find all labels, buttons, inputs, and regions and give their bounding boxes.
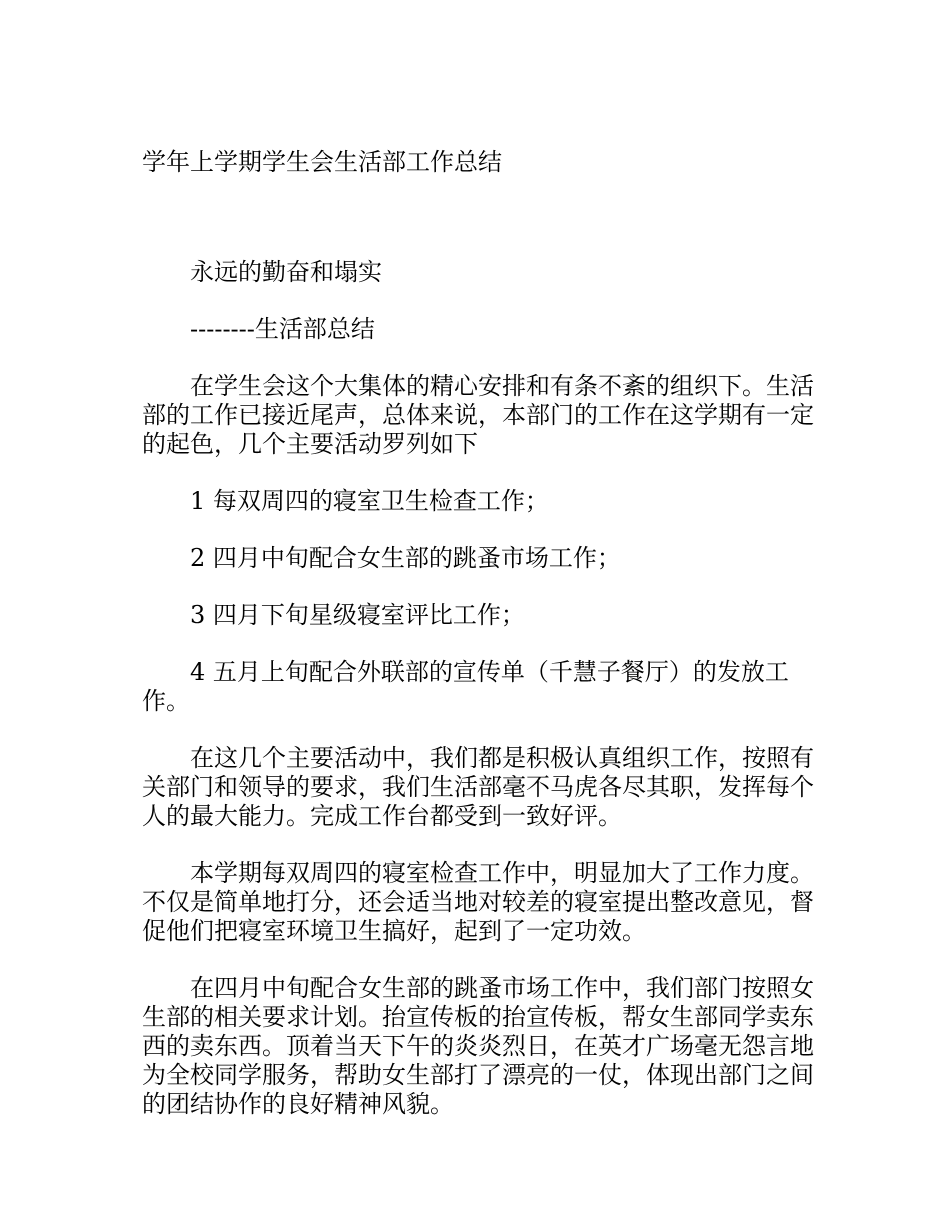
document-body <box>142 258 822 1147</box>
paragraph-subtitle: 永远的勤奋和塌实 <box>190 258 382 286</box>
paragraph-flea-market: 在四月中旬配合女生部的跳蚤市场工作中，我们部门按照女生部的相关要求计划。抬宣传板的抬宣传板，帮女生部同学卖东西的卖东西。顶着当天下午的炎炎烈日，在英才广场毫无怨言地为全校同学服务，帮助女生部打了漂亮的一仗，体现出部门之间的团结协作的良好精神风貌。 <box>142 974 814 1118</box>
list-item-2: 2 四月中旬配合女生部的跳蚤市场工作； <box>190 544 621 572</box>
paragraph-section-label: --------生活部总结 <box>190 315 375 343</box>
document-title: 学年上学期学生会生活部工作总结 <box>142 148 502 176</box>
paragraph-intro: 在学生会这个大集体的精心安排和有条不紊的组织下。生活部的工作已接近尾声，总体来说，本部门的工作在这学期有一定的起色，几个主要活动罗列如下 <box>142 372 814 458</box>
list-item-4: 4 五月上旬配合外联部的宣传单（千慧子餐厅）的发放工作。 <box>142 658 789 715</box>
list-item-3: 3 四月下旬星级寝室评比工作； <box>190 601 525 629</box>
list-item-1: 1 每双周四的寝室卫生检查工作； <box>190 487 549 515</box>
paragraph-dorm-inspection: 本学期每双周四的寝室检查工作中，明显加大了工作力度。不仅是简单地打分，还会适当地对较差的寝室提出整改意见，督促他们把寝室环境卫生搞好，起到了一定功效。 <box>142 859 814 945</box>
paragraph-activities: 在这几个主要活动中，我们都是积极认真组织工作，按照有关部门和领导的要求，我们生活部毫不马虎各尽其职，发挥每个人的最大能力。完成工作台都受到一致好评。 <box>142 744 814 830</box>
